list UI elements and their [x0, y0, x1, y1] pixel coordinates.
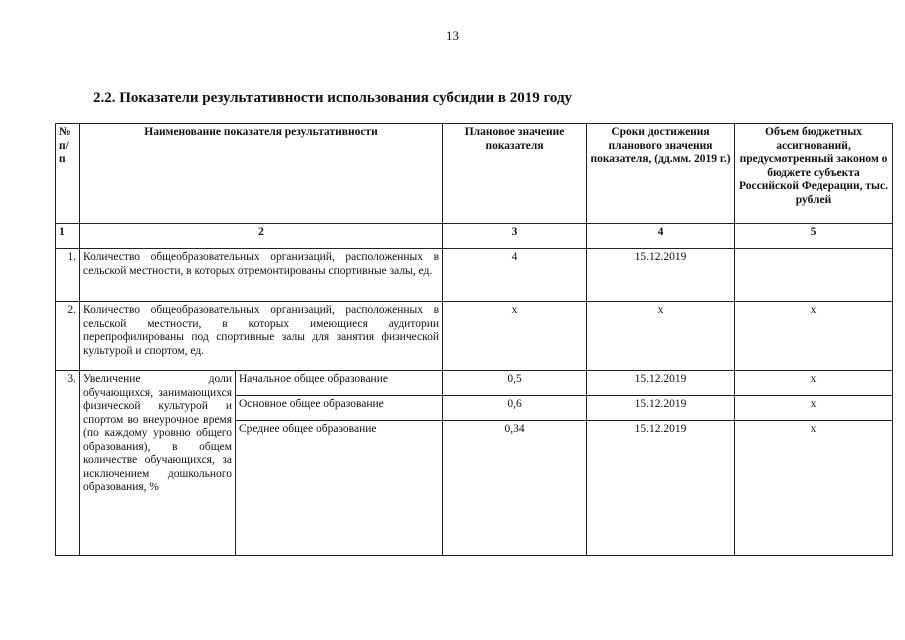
- row-budget: [735, 249, 893, 302]
- row-budget: х: [735, 396, 893, 421]
- header-num: № п/ п: [56, 124, 80, 224]
- table-row: [56, 249, 893, 302]
- row-num: 2.: [56, 302, 80, 371]
- row-deadline: х: [587, 302, 735, 371]
- header-deadline: Сроки достижения планового значения показателя, (дд.мм. 2019 г.): [587, 124, 735, 224]
- row-budget: х: [735, 302, 893, 371]
- row-level: Среднее общее образование: [236, 421, 443, 556]
- row-num: 3.: [56, 371, 80, 556]
- row-plan: х: [443, 302, 587, 371]
- table-row: [56, 371, 893, 396]
- row-deadline: 15.12.2019: [587, 421, 735, 556]
- row-deadline: 15.12.2019: [587, 249, 735, 302]
- row-plan: 4: [443, 249, 587, 302]
- row-name: Увеличение доли обучающихся, занимающихся физической культурой и спортом во внеурочное время (по каждому уровню общего образования), в общем количестве обучающихся, за исключением дошкольного образования, %: [80, 371, 236, 556]
- row-budget: х: [735, 421, 893, 556]
- row-deadline: 15.12.2019: [587, 371, 735, 396]
- indicators-table: [55, 123, 893, 556]
- table-header-row: [56, 124, 893, 224]
- header-budget: Объем бюджетных ассигнований, предусмотренный законом о бюджете субъекта Российской Федерации, тыс. рублей: [735, 124, 893, 224]
- col-number-1: 1: [56, 224, 80, 249]
- table-row: [56, 302, 893, 371]
- row-plan: 0,34: [443, 421, 587, 556]
- row-num: 1.: [56, 249, 80, 302]
- row-budget: х: [735, 371, 893, 396]
- col-number-2: 2: [80, 224, 443, 249]
- row-name: Количество общеобразовательных организаций, расположенных в сельской местности, в которых отремонтированы спортивные залы, ед.: [80, 249, 443, 302]
- row-level: Начальное общее образование: [236, 371, 443, 396]
- row-name: Количество общеобразовательных организаций, расположенных в сельской местности, в которых имеющиеся аудитории перепрофилированы под спортивные залы для занятия физической культурой и спортом, ед.: [80, 302, 443, 371]
- header-name: Наименование показателя результативности: [80, 124, 443, 224]
- row-deadline: 15.12.2019: [587, 396, 735, 421]
- col-number-4: 4: [587, 224, 735, 249]
- col-number-5: 5: [735, 224, 893, 249]
- column-numbers-row: [56, 224, 893, 249]
- section-title: 2.2. Показатели результативности использования субсидии в 2019 году: [93, 90, 573, 106]
- header-plan: Плановое значение показателя: [443, 124, 587, 224]
- page-number: 13: [446, 28, 459, 43]
- col-number-3: 3: [443, 224, 587, 249]
- row-plan: 0,6: [443, 396, 587, 421]
- row-plan: 0,5: [443, 371, 587, 396]
- row-level: Основное общее образование: [236, 396, 443, 421]
